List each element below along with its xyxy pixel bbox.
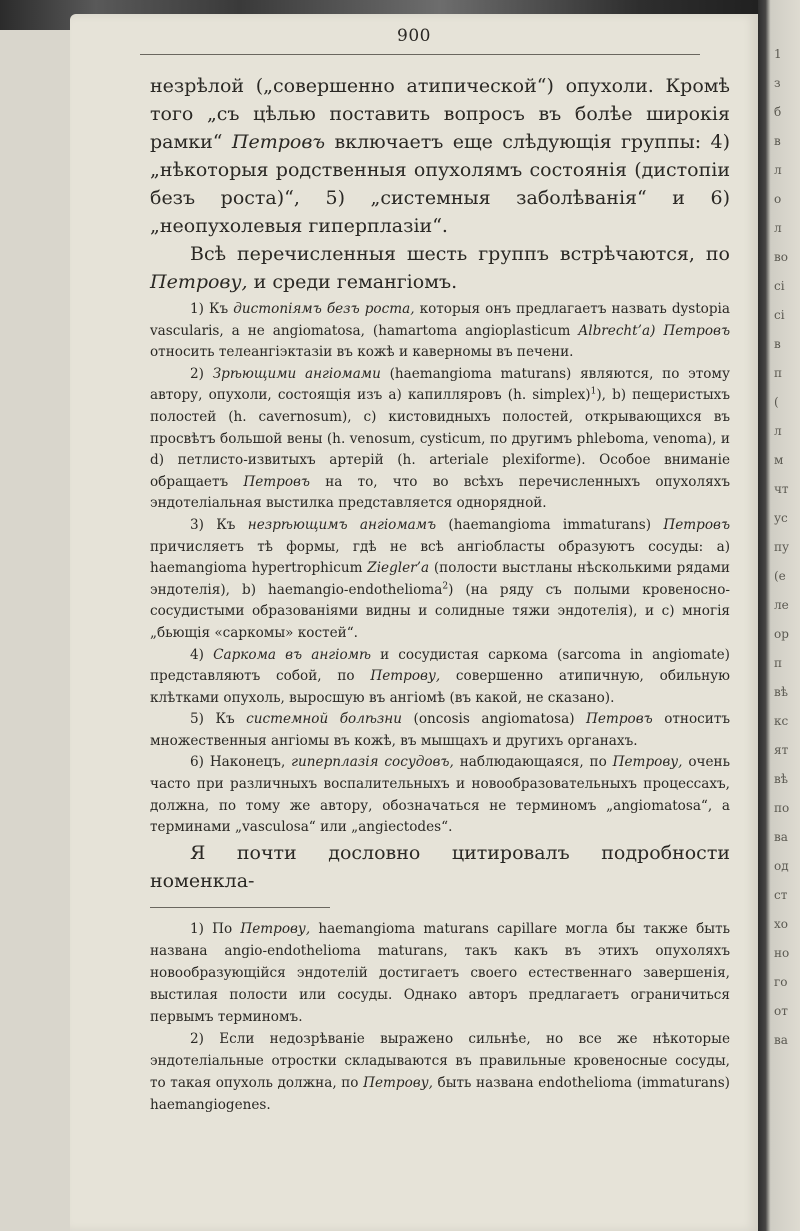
page-number: 900 (397, 26, 431, 46)
edge-fragment: чт (774, 482, 789, 496)
edge-fragment: ( (774, 395, 779, 409)
paragraph-groups: Всѣ перечисленныя шесть группъ встрѣчаются, по Петрову, и среди гемангіомъ. (150, 243, 730, 293)
item-immaturans: 3) Къ незрѣющимъ ангіомамъ (haemangioma immaturans) Петровъ причисляетъ тѣ формы, гдѣ не всѣ ангіобласты образуютъ сосуды: a) haemangioma hypertrophicum Ziegler’а (полости выстланы нѣсколькими рядами эндотелія), b) haemangio-endothelioma$^2$) (на ряду съ полыми кровеносно-сосудистыми образованіями видны и солидные тяжи эндотелія), и c) многія „бьющія «саркомы» костей“. (150, 516, 731, 641)
paragraph-intro: незрѣлой („совершенно атипической“) опухоли. Кромѣ того „съ цѣлью поставить вопросъ въ болѣе широкія рамки“ Петровъ включаетъ еще слѣдующія группы: 4) „нѣкоторыя родственныя опухолямъ состоянія (дистопіи безъ роста)“, 5) „системныя заболѣванія“ и 6) „неопухолевыя гиперплазіи“. (150, 75, 731, 237)
edge-fragment: го (774, 975, 788, 989)
item-systemic: 5) Къ системной болѣзни (oncosis angiomatosa) Петровъ относитъ множественныя ангіомы въ кожѣ, въ мышцахъ и другихъ органахъ. (150, 711, 730, 749)
edge-fragment: ст (774, 888, 788, 902)
edge-fragment: б (774, 105, 782, 119)
edge-fragment: сі (774, 279, 785, 293)
book-page (70, 14, 758, 1231)
edge-fragment: пу (774, 540, 790, 554)
paragraph-closing: Я почти дословно цитировалъ подробности номенкла- (150, 841, 730, 892)
edge-fragment: м (774, 453, 784, 467)
edge-fragment: но (774, 946, 790, 960)
edge-fragment: по (774, 801, 790, 815)
adjacent-page-edge (758, 0, 800, 1231)
item-maturans: 2) Зрѣющими ангіомами (haemangioma maturans) являются, по этому автору, опухоли, состоящія изъ a) капилляровъ (h. simplex)$^1$), b) пещеристыхъ полостей (h. cavernosum), c) кистовидныхъ полостей, открывающихся въ просвѣтъ большой вены (h. venosum, cysticum, по другимъ phleboma, venoma), и d) петлисто-извитыхъ артерій (h. arteriale plexiforme). Особое вниманіе обращаетъ Петровъ на то, что во всѣхъ перечисленныхъ опухоляхъ эндотеліальная выстилка представляется однорядной. (150, 365, 731, 512)
edge-fragment: в (774, 134, 781, 148)
edge-fragment: кс (774, 714, 789, 728)
footnote-1: 1) По Петрову, haemangioma maturans capillare могла бы также быть названа angio-endothelioma maturans, такъ какъ въ этихъ опухоляхъ новообразующійся эндотелій достигаетъ своего естественнаго завершенія, выстилая полости или сосуды. Однако авторъ предлагаетъ ограничиться первымъ терминомъ. (150, 920, 731, 1025)
edge-fragment: от (774, 1004, 788, 1018)
edge-fragment: од (774, 859, 789, 873)
edge-fragment: сі (774, 308, 785, 322)
edge-fragment: во (774, 250, 788, 264)
edge-fragment: з (774, 76, 781, 90)
edge-fragment: п (774, 366, 782, 380)
footnote-2: 2) Если недозрѣваніе выражено сильнѣе, но все же нѣкоторые эндотеліальные отростки складываются въ правильные кровеносные сосуды, то такая опухоль должна, по Петрову, быть названа endothelioma (immaturans) haemangiogenes. (150, 1030, 730, 1113)
edge-fragment: вѣ (774, 772, 788, 786)
edge-fragment: л (774, 221, 782, 235)
edge-fragment: ле (774, 598, 789, 612)
adjacent-page-fragments (774, 40, 798, 1055)
footnote-rule (150, 907, 330, 908)
page-content (150, 72, 730, 1116)
edge-fragment: л (774, 163, 782, 177)
edge-fragment: в (774, 337, 781, 351)
header-rule (140, 54, 700, 55)
edge-fragment: о (774, 192, 782, 206)
item-sarcoma: 4) Саркома въ ангіомѣ и сосудистая саркома (sarcoma in angiomate) представляютъ собой, по Петрову, совершенно атипичную, обильную клѣтками опухоль, выросшую въ ангіомѣ (въ какой, не сказано). (150, 646, 730, 706)
edge-fragment: (е (774, 569, 786, 583)
item-hyperplasia: 6) Наконецъ, гиперплазія сосудовъ, наблюдающаяся, по Петрову, очень часто при различныхъ воспалительныхъ и новообразовательныхъ процессахъ, должна, по тому же автору, обозначаться не терминомъ „angiomatosa“, а терминами „vasculosa“ или „angiectodes“. (150, 754, 731, 836)
edge-fragment: ва (774, 830, 788, 844)
edge-fragment: ва (774, 1033, 788, 1047)
edge-fragment: п (774, 656, 782, 670)
edge-fragment: хо (774, 917, 788, 931)
edge-fragment: 1 (774, 47, 782, 61)
edge-fragment: ят (774, 743, 789, 757)
item-dystopia: 1) Къ дистопіямъ безъ роста, которыя онъ предлагаетъ назвать dystopia vascularis, а не angiomatosa, (hamartoma angioplasticum Albrecht’а) Петровъ относить телеангіэктазіи въ кожѣ и каверномы въ печени. (150, 301, 731, 361)
edge-fragment: л (774, 424, 782, 438)
edge-fragment: ор (774, 627, 789, 641)
edge-fragment: вѣ (774, 685, 788, 699)
edge-fragment: ус (774, 511, 788, 525)
